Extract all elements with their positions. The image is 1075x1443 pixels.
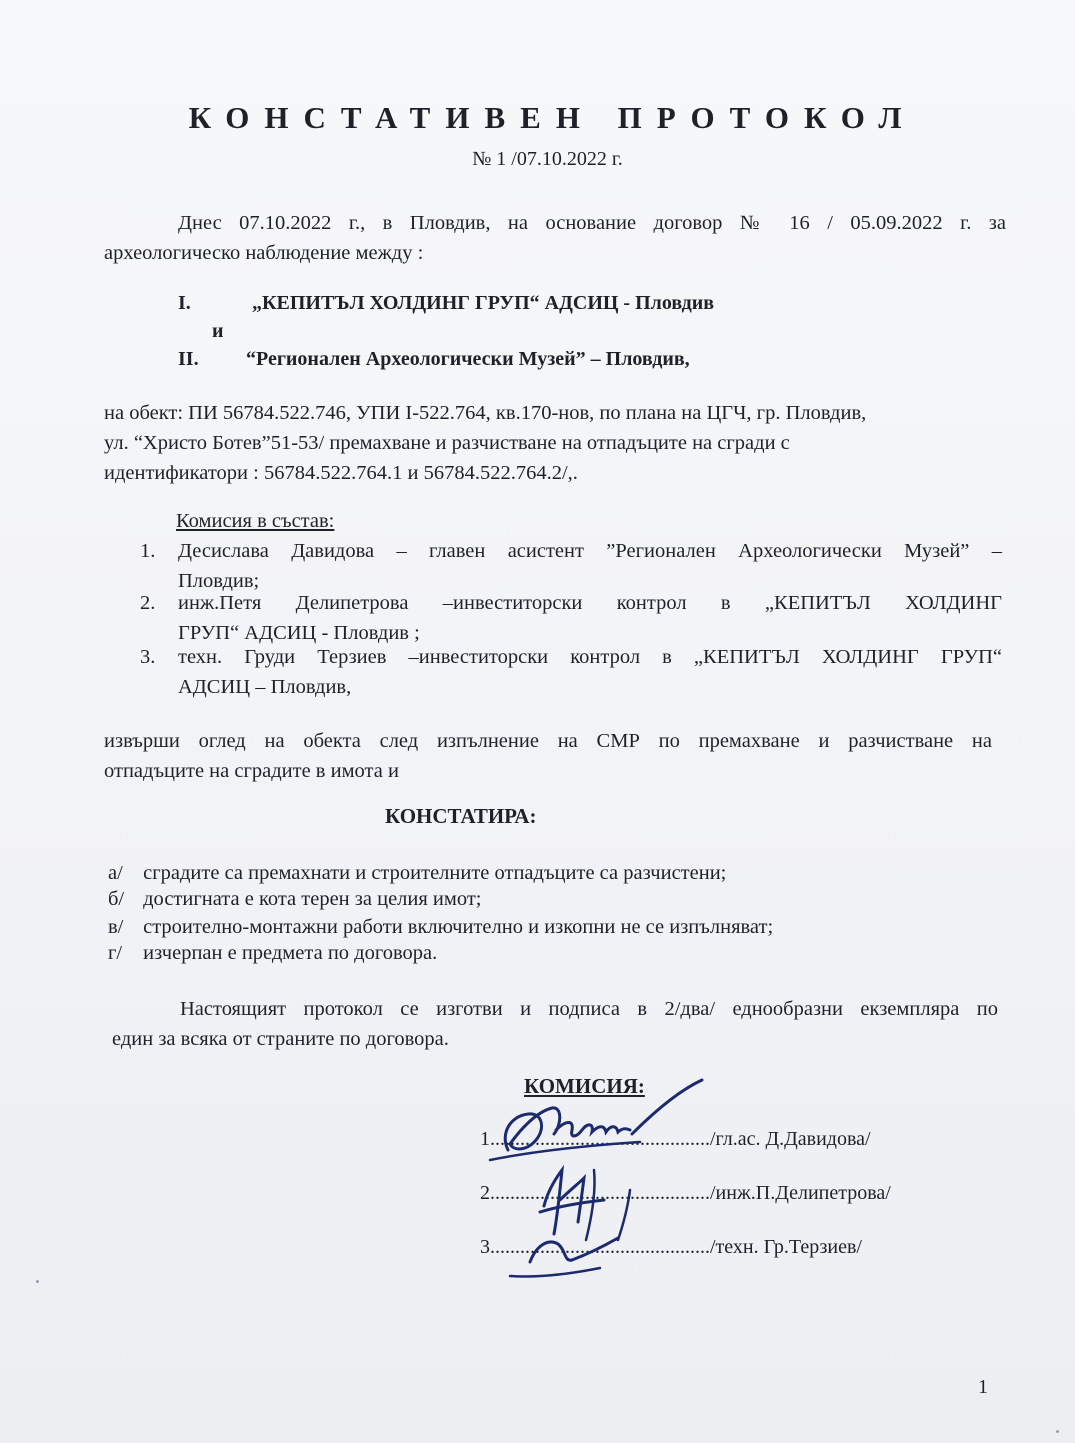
signer-name: /инж.П.Делипетрова/	[710, 1182, 891, 1204]
signer-name: /гл.ас. Д.Давидова/	[710, 1128, 871, 1150]
signature-number: 1.	[480, 1128, 495, 1150]
inspection-line-2: отпадъците на сградите в имота и	[104, 760, 399, 782]
signer-name: /техн. Гр.Терзиев/	[710, 1236, 862, 1258]
handwritten-signature-2	[500, 1150, 680, 1290]
member-number: 1.	[140, 540, 156, 562]
member-number: 3.	[140, 646, 156, 668]
party-conjunction: и	[212, 320, 224, 342]
closing-line-1: Настоящият протокол се изготви и подписа в 2/два/ еднообразни екземпляра по	[180, 998, 998, 1020]
finding-text: достигната е кота терен за целия имот;	[143, 888, 482, 910]
page-number: 1	[978, 1376, 988, 1398]
closing-paragraph	[112, 994, 998, 1054]
member-line-2: АДСИЦ – Пловдив,	[178, 676, 352, 698]
finding-d	[108, 938, 437, 968]
finding-b	[108, 884, 482, 914]
paper-speck	[1056, 1430, 1059, 1433]
object-line-1: на обект: ПИ 56784.522.746, УПИ I-522.764, кв.170-нов, по плана на ЦГЧ, гр. Пловдив,	[104, 402, 867, 424]
finding-text: изчерпан е предмета по договора.	[143, 942, 438, 964]
document-number: № 1 /07.10.2022 г.	[472, 148, 623, 170]
document-title: КОНСТАТИВЕН ПРОТОКОЛ	[188, 100, 917, 135]
finding-heading: КОНСТАТИРА:	[385, 804, 537, 828]
party-1-numeral: I.	[178, 292, 191, 314]
inspection-line-1: извърши оглед на обекта след изпълнение на СМР по премахване и разчистване на	[104, 730, 992, 752]
inspection-paragraph	[104, 726, 992, 786]
signature-number: 3.	[480, 1236, 495, 1258]
signatures-heading: КОМИСИЯ:	[524, 1074, 645, 1098]
member-line-1: инж.Петя Делипетрова –инвеститорски контрол в „КЕПИТЪЛ ХОЛДИНГ	[178, 592, 1002, 614]
finding-text: сградите са премахнати и строителните отпадъците са разчистени;	[143, 862, 727, 884]
member-line-1: техн. Груди Терзиев –инвеститорски контрол в „КЕПИТЪЛ ХОЛДИНГ ГРУП“	[178, 646, 1002, 668]
object-line-3: идентификатори : 56784.522.764.1 и 56784.522.764.2/,.	[104, 462, 578, 484]
intro-paragraph	[104, 208, 1006, 268]
signature-number: 2.	[480, 1182, 495, 1204]
finding-label: а/	[108, 862, 123, 884]
member-line-2: ГРУП“ АДСИЦ - Пловдив ;	[178, 622, 420, 644]
finding-label: г/	[108, 942, 123, 964]
party-2-numeral: II.	[178, 348, 199, 370]
commission-member-1	[140, 536, 1002, 596]
finding-label: в/	[108, 916, 124, 938]
commission-member-2	[140, 588, 1002, 648]
member-line-2: Пловдив;	[178, 570, 260, 592]
finding-text: строително-монтажни работи включително и изкопни не се изпълняват;	[143, 916, 774, 938]
finding-label: б/	[108, 888, 125, 910]
party-1-name: „КЕПИТЪЛ ХОЛДИНГ ГРУП“ АДСИЦ - Пловдив	[252, 292, 715, 314]
paper-speck	[36, 1280, 39, 1283]
commission-heading: Комисия в състав:	[176, 510, 335, 532]
signature-dots: ...........................................	[495, 1128, 710, 1150]
closing-line-2: един за всяка от страните по договора.	[112, 1028, 449, 1050]
intro-line-2: археологическо наблюдение между :	[104, 242, 424, 264]
member-number: 2.	[140, 592, 156, 614]
intro-line-1: Днес 07.10.2022 г., в Пловдив, на основание договор № 16 / 05.09.2022 г. за	[178, 212, 1006, 234]
object-paragraph	[104, 398, 994, 488]
signature-dots: ...........................................	[495, 1182, 710, 1204]
signature-dots: ...........................................	[495, 1236, 710, 1258]
party-2-name: “Регионален Археологически Музей” – Пловдив,	[246, 348, 690, 370]
member-line-1: Десислава Давидова – главен асистент ”Регионален Археологически Музей” –	[178, 540, 1002, 562]
commission-member-3	[140, 642, 1002, 702]
object-line-2: ул. “Христо Ботев”51-53/ премахване и разчистване на отпадъците на сгради с	[104, 432, 790, 454]
